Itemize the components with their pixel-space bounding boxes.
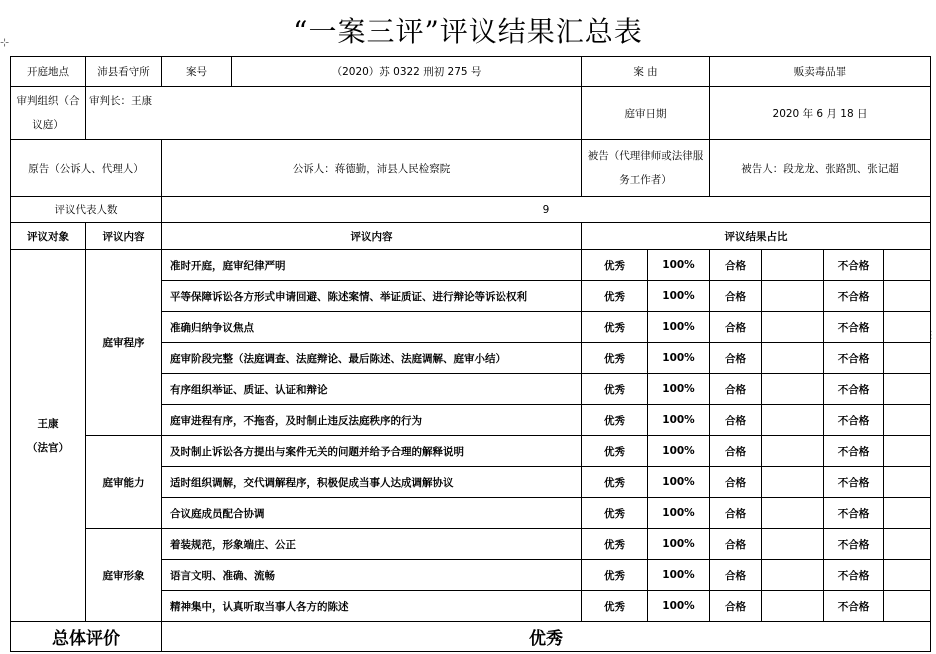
rating-pass-pct	[762, 467, 824, 498]
rating-fail-pct	[884, 498, 931, 529]
rating-fail-pct	[884, 405, 931, 436]
rating-excellent: 优秀	[582, 560, 648, 591]
rating-pass-pct	[762, 250, 824, 281]
rating-excellent: 优秀	[582, 467, 648, 498]
rating-fail: 不合格	[824, 281, 884, 312]
header-content: 评议内容	[86, 223, 162, 250]
rating-fail-pct	[884, 591, 931, 622]
criteria-text: 平等保障诉讼各方形式申请回避、陈述案情、举证质证、进行辩论等诉讼权利	[162, 281, 582, 312]
reviewers-label: 评议代表人数	[11, 197, 162, 223]
group-name: 庭审形象	[86, 529, 162, 622]
rating-excellent-pct: 100%	[648, 591, 710, 622]
rating-excellent-pct: 100%	[648, 343, 710, 374]
rating-excellent-pct: 100%	[648, 374, 710, 405]
rating-excellent: 优秀	[582, 405, 648, 436]
info-row-panel	[11, 87, 931, 140]
criteria-text: 有序组织举证、质证、认证和辩论	[162, 374, 582, 405]
plaintiff-value: 公诉人：蒋德勤，沛县人民检察院	[162, 140, 582, 197]
rating-pass: 合格	[710, 250, 762, 281]
group-name: 庭审能力	[86, 436, 162, 529]
subject-cell	[11, 250, 86, 622]
rating-fail: 不合格	[824, 250, 884, 281]
rating-pass: 合格	[710, 529, 762, 560]
rating-excellent: 优秀	[582, 374, 648, 405]
subject-name: 王康	[37, 417, 59, 430]
rating-pass-pct	[762, 281, 824, 312]
overall-row	[11, 622, 931, 652]
rating-pass: 合格	[710, 467, 762, 498]
rating-pass-pct	[762, 312, 824, 343]
rating-excellent-pct: 100%	[648, 250, 710, 281]
criteria-text: 着装规范，形象端庄、公正	[162, 529, 582, 560]
rating-pass: 合格	[710, 405, 762, 436]
header-ratio: 评议结果占比	[582, 223, 931, 250]
rating-fail-pct	[884, 374, 931, 405]
rating-fail-pct	[884, 529, 931, 560]
rating-pass-pct	[762, 436, 824, 467]
rating-fail: 不合格	[824, 498, 884, 529]
rating-excellent: 优秀	[582, 529, 648, 560]
criteria-text: 语言文明、准确、流畅	[162, 560, 582, 591]
criteria-text: 合议庭成员配合协调	[162, 498, 582, 529]
header-object: 评议对象	[11, 223, 86, 250]
rating-excellent: 优秀	[582, 436, 648, 467]
reviewers-value: 9	[162, 197, 931, 223]
criteria-row	[11, 436, 931, 467]
rating-pass: 合格	[710, 436, 762, 467]
rating-excellent-pct: 100%	[648, 467, 710, 498]
rating-pass-pct	[762, 343, 824, 374]
criteria-text: 及时制止诉讼各方提出与案件无关的问题并给予合理的解释说明	[162, 436, 582, 467]
rating-excellent: 优秀	[582, 591, 648, 622]
venue-value: 沛县看守所	[86, 57, 162, 87]
rating-pass-pct	[762, 498, 824, 529]
criteria-row	[11, 529, 931, 560]
rating-fail: 不合格	[824, 312, 884, 343]
overall-label: 总体评价	[11, 622, 162, 652]
rating-pass: 合格	[710, 560, 762, 591]
rating-excellent-pct: 100%	[648, 560, 710, 591]
rating-pass: 合格	[710, 281, 762, 312]
rating-pass: 合格	[710, 498, 762, 529]
rating-fail-pct	[884, 250, 931, 281]
table-move-handle-icon[interactable]: ⊹	[0, 36, 10, 49]
rating-fail-pct	[884, 281, 931, 312]
rating-fail-pct	[884, 560, 931, 591]
rating-excellent-pct: 100%	[648, 436, 710, 467]
case-no-value: （2020）苏 0322 刑初 275 号	[232, 57, 582, 87]
rating-excellent-pct: 100%	[648, 529, 710, 560]
rating-fail-pct	[884, 467, 931, 498]
header-detail: 评议内容	[162, 223, 582, 250]
criteria-text: 准时开庭，庭审纪律严明	[162, 250, 582, 281]
defendant-value: 被告人：段龙龙、张路凯、张记超	[710, 140, 931, 197]
info-row-reviewers	[11, 197, 931, 223]
rating-fail-pct	[884, 436, 931, 467]
rating-pass: 合格	[710, 343, 762, 374]
criteria-text: 庭审阶段完整（法庭调查、法庭辩论、最后陈述、法庭调解、庭审小结）	[162, 343, 582, 374]
panel-value: 审判长：王康	[86, 87, 582, 140]
rating-pass: 合格	[710, 312, 762, 343]
rating-pass-pct	[762, 529, 824, 560]
cause-value: 贩卖毒品罪	[710, 57, 931, 87]
rating-excellent-pct: 100%	[648, 498, 710, 529]
rating-pass: 合格	[710, 591, 762, 622]
rating-fail: 不合格	[824, 374, 884, 405]
rating-excellent-pct: 100%	[648, 405, 710, 436]
rating-pass-pct	[762, 405, 824, 436]
overall-value: 优秀	[162, 622, 931, 652]
rating-excellent: 优秀	[582, 343, 648, 374]
rating-excellent: 优秀	[582, 250, 648, 281]
case-no-label: 案号	[162, 57, 232, 87]
row-resize-handle-icon[interactable]: ⋮	[926, 330, 936, 341]
rating-fail: 不合格	[824, 560, 884, 591]
date-label: 庭审日期	[582, 87, 710, 140]
rating-fail: 不合格	[824, 529, 884, 560]
cause-label: 案 由	[582, 57, 710, 87]
info-row-venue	[11, 57, 931, 87]
rating-pass-pct	[762, 560, 824, 591]
rating-fail: 不合格	[824, 591, 884, 622]
rating-fail-pct	[884, 343, 931, 374]
info-row-parties	[11, 140, 931, 197]
rating-fail: 不合格	[824, 436, 884, 467]
panel-label: 审判组织（合议庭）	[11, 87, 86, 140]
rating-excellent-pct: 100%	[648, 281, 710, 312]
subject-role: （法官）	[27, 441, 69, 454]
rating-excellent: 优秀	[582, 281, 648, 312]
venue-label: 开庭地点	[11, 57, 86, 87]
rating-fail-pct	[884, 312, 931, 343]
rating-excellent-pct: 100%	[648, 312, 710, 343]
criteria-text: 准确归纳争议焦点	[162, 312, 582, 343]
page-title: “一案三评”评议结果汇总表	[293, 15, 643, 48]
rating-pass-pct	[762, 591, 824, 622]
rating-pass: 合格	[710, 374, 762, 405]
plaintiff-label: 原告（公诉人、代理人）	[11, 140, 162, 197]
defendant-label: 被告（代理律师或法律服务工作者）	[582, 140, 710, 197]
rating-fail: 不合格	[824, 405, 884, 436]
rating-pass-pct	[762, 374, 824, 405]
date-value: 2020 年 6 月 18 日	[710, 87, 931, 140]
group-name: 庭审程序	[86, 250, 162, 436]
summary-table	[10, 56, 931, 652]
rating-excellent: 优秀	[582, 312, 648, 343]
criteria-text: 精神集中，认真听取当事人各方的陈述	[162, 591, 582, 622]
rating-fail: 不合格	[824, 467, 884, 498]
rating-fail: 不合格	[824, 343, 884, 374]
criteria-row	[11, 250, 931, 281]
header-row	[11, 223, 931, 250]
criteria-text: 庭审进程有序，不拖沓，及时制止违反法庭秩序的行为	[162, 405, 582, 436]
criteria-text: 适时组织调解，交代调解程序，积极促成当事人达成调解协议	[162, 467, 582, 498]
rating-excellent: 优秀	[582, 498, 648, 529]
